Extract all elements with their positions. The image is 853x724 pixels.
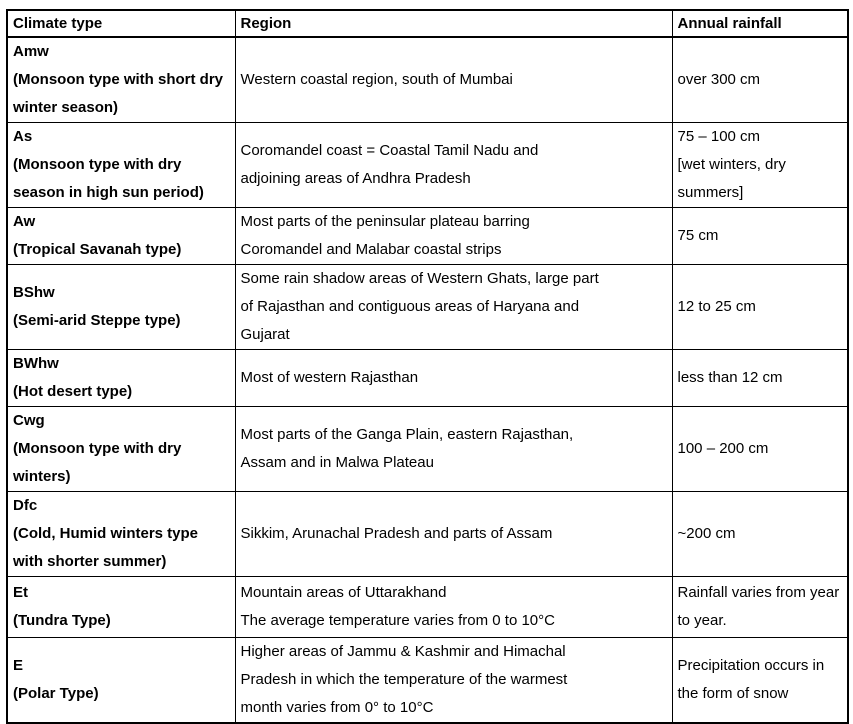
region-cell xyxy=(235,37,672,123)
rainfall-cell xyxy=(672,350,848,407)
climate-code: Aw xyxy=(13,213,36,230)
climate-type-cell xyxy=(7,37,235,123)
cell-line: month varies from 0° to 10°C xyxy=(240,699,434,716)
rainfall-cell xyxy=(672,407,848,492)
climate-type-cell xyxy=(7,265,235,350)
cell-line: Some rain shadow areas of Western Ghats, large part xyxy=(240,270,599,287)
cell-line: Western coastal region, south of Mumbai xyxy=(240,71,513,88)
table-row xyxy=(7,37,848,123)
cell-line: Most parts of the peninsular plateau barring xyxy=(240,213,530,230)
climate-type-cell xyxy=(7,123,235,208)
climate-type-cell xyxy=(7,407,235,492)
climate-desc: (Polar Type) xyxy=(13,685,99,702)
cell-line: Sikkim, Arunachal Pradesh and parts of Assam xyxy=(240,525,553,542)
rainfall-cell xyxy=(672,37,848,123)
cell-line: 75 – 100 cm xyxy=(677,128,761,145)
region-cell xyxy=(235,123,672,208)
region-cell xyxy=(235,265,672,350)
cell-line: 75 cm xyxy=(677,227,719,244)
climate-desc: (Hot desert type) xyxy=(13,383,133,400)
climate-desc: (Monsoon type with short dry winter season) xyxy=(13,71,223,116)
region-cell xyxy=(235,350,672,407)
cell-line: [wet winters, dry summers] xyxy=(677,156,786,201)
cell-line: Most of western Rajasthan xyxy=(240,369,419,386)
table-row xyxy=(7,577,848,638)
region-cell xyxy=(235,577,672,638)
region-cell xyxy=(235,492,672,577)
cell-line: Precipitation occurs in the form of snow xyxy=(677,657,825,702)
climate-code: Amw xyxy=(13,43,49,60)
climate-type-cell xyxy=(7,638,235,724)
table-row xyxy=(7,492,848,577)
region-cell xyxy=(235,407,672,492)
table-row xyxy=(7,638,848,724)
climate-code: BShw xyxy=(13,284,55,301)
cell-line: The average temperature varies from 0 to 10°C xyxy=(240,612,555,629)
rainfall-cell xyxy=(672,577,848,638)
climate-desc: (Cold, Humid winters type with shorter summer) xyxy=(13,525,199,570)
table-row xyxy=(7,407,848,492)
climate-code: BWhw xyxy=(13,355,59,372)
header-annual-rainfall: Annual rainfall xyxy=(672,10,848,37)
cell-line: Rainfall varies from year to year. xyxy=(677,584,840,629)
region-cell xyxy=(235,638,672,724)
cell-line: of Rajasthan and contiguous areas of Haryana and xyxy=(240,298,580,315)
climate-code: Et xyxy=(13,584,28,601)
cell-line: Most parts of the Ganga Plain, eastern Rajasthan, xyxy=(240,426,574,443)
cell-line: Coromandel and Malabar coastal strips xyxy=(240,241,502,258)
climate-type-cell xyxy=(7,350,235,407)
table-row xyxy=(7,208,848,265)
cell-line: Mountain areas of Uttarakhand xyxy=(240,584,447,601)
table-body xyxy=(7,37,848,723)
cell-line: less than 12 cm xyxy=(677,369,783,386)
header-climate-type: Climate type xyxy=(7,10,235,37)
table-row xyxy=(7,265,848,350)
climate-type-cell xyxy=(7,492,235,577)
climate-desc: (Tundra Type) xyxy=(13,612,111,629)
cell-line: Higher areas of Jammu & Kashmir and Himachal xyxy=(240,643,566,660)
rainfall-cell xyxy=(672,492,848,577)
climate-code: As xyxy=(13,128,33,145)
climate-desc: (Tropical Savanah type) xyxy=(13,241,182,258)
cell-line: over 300 cm xyxy=(677,71,761,88)
climate-desc: (Semi-arid Steppe type) xyxy=(13,312,181,329)
cell-line: adjoining areas of Andhra Pradesh xyxy=(240,170,471,187)
climate-desc: (Monsoon type with dry season in high sun period) xyxy=(13,156,204,201)
cell-line: 12 to 25 cm xyxy=(677,298,756,315)
rainfall-cell xyxy=(672,123,848,208)
climate-code: Cwg xyxy=(13,412,45,429)
cell-line: ~200 cm xyxy=(677,525,736,542)
climate-code: E xyxy=(13,657,24,674)
rainfall-cell xyxy=(672,208,848,265)
climate-type-cell xyxy=(7,577,235,638)
cell-line: Assam and in Malwa Plateau xyxy=(240,454,434,471)
climate-desc: (Monsoon type with dry winters) xyxy=(13,440,182,485)
climate-code: Dfc xyxy=(13,497,38,514)
climate-types-table xyxy=(6,9,849,724)
rainfall-cell xyxy=(672,638,848,724)
header-row xyxy=(7,10,848,37)
cell-line: Pradesh in which the temperature of the warmest xyxy=(240,671,568,688)
table-row xyxy=(7,350,848,407)
table-row xyxy=(7,123,848,208)
cell-line: Coromandel coast = Coastal Tamil Nadu and xyxy=(240,142,539,159)
cell-line: 100 – 200 cm xyxy=(677,440,769,457)
climate-type-cell xyxy=(7,208,235,265)
cell-line: Gujarat xyxy=(240,326,290,343)
header-region: Region xyxy=(235,10,672,37)
region-cell xyxy=(235,208,672,265)
rainfall-cell xyxy=(672,265,848,350)
